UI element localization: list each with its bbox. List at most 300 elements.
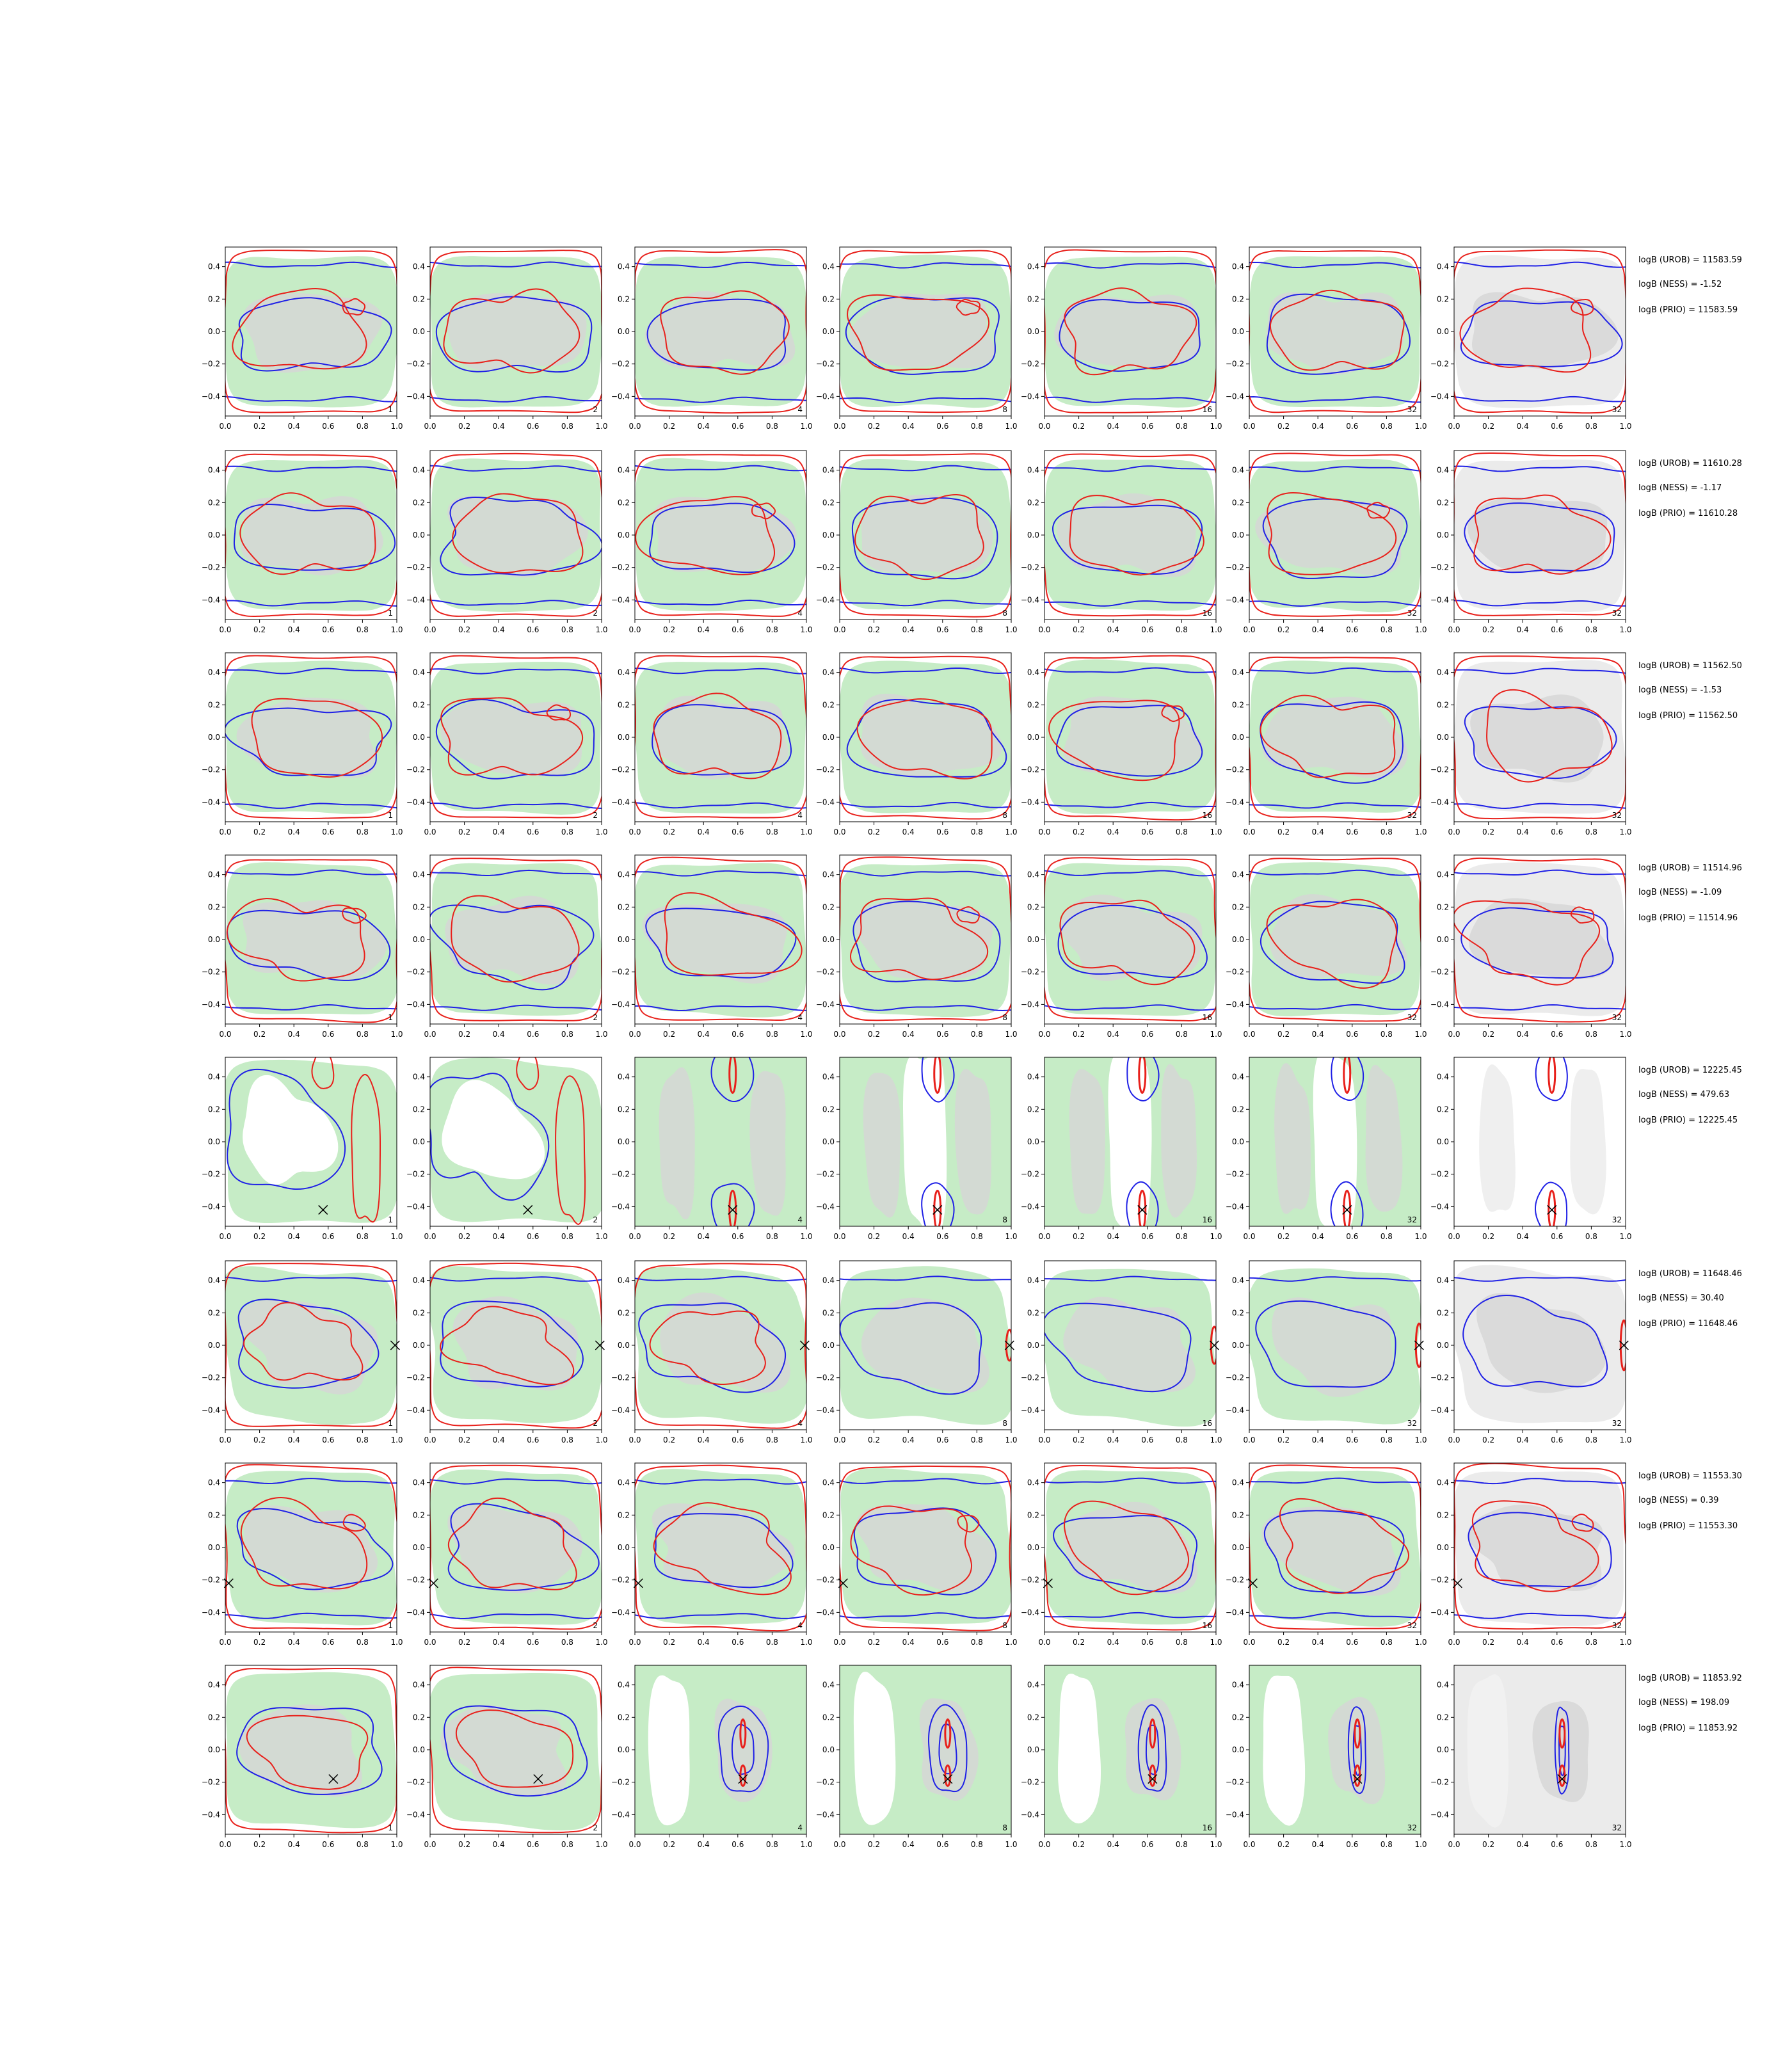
x-tick-label: 0.4 bbox=[697, 1638, 710, 1647]
y-tick-label: 0.2 bbox=[1231, 294, 1244, 304]
y-tick-label: 0.2 bbox=[822, 1308, 835, 1318]
fill-hole bbox=[1468, 1674, 1509, 1827]
x-tick-label: 0.2 bbox=[1482, 1030, 1495, 1039]
panel-label: 32 bbox=[1407, 609, 1417, 618]
y-tick-label: 0.0 bbox=[822, 935, 835, 944]
y-tick-label: −0.4 bbox=[1430, 1608, 1449, 1617]
panel-r4-c7 bbox=[1430, 855, 1632, 1039]
y-tick-label: −0.4 bbox=[815, 595, 835, 605]
x-tick-label: 0.6 bbox=[322, 625, 335, 634]
y-tick-label: −0.4 bbox=[406, 1608, 425, 1617]
y-tick-label: 0.4 bbox=[822, 870, 835, 879]
y-tick-label: 0.2 bbox=[822, 700, 835, 710]
y-tick-label: −0.2 bbox=[1225, 967, 1244, 977]
x-tick-label: 1.0 bbox=[1619, 1030, 1632, 1039]
y-tick-label: 0.4 bbox=[1231, 1478, 1244, 1487]
y-tick-label: 0.0 bbox=[1231, 1543, 1244, 1552]
x-tick-label: 0.0 bbox=[628, 1030, 641, 1039]
x-tick-label: 0.8 bbox=[970, 828, 983, 836]
panel-r5-c2 bbox=[406, 1052, 608, 1241]
x-tick-label: 0.8 bbox=[1175, 1030, 1188, 1039]
x-tick-label: 0.2 bbox=[1277, 1638, 1290, 1647]
x-tick-label: 0.8 bbox=[1585, 1840, 1597, 1849]
y-tick-label: 0.0 bbox=[1027, 1137, 1039, 1146]
panel-r5-c3 bbox=[611, 1048, 813, 1241]
y-tick-label: −0.4 bbox=[1020, 595, 1039, 605]
y-tick-label: −0.4 bbox=[1020, 1000, 1039, 1009]
x-tick-label: 0.6 bbox=[732, 1436, 744, 1444]
panel-label: 2 bbox=[593, 1621, 598, 1630]
x-tick-label: 0.6 bbox=[1551, 1232, 1564, 1241]
x-tick-label: 0.0 bbox=[424, 1232, 436, 1241]
x-tick-label: 1.0 bbox=[800, 1638, 813, 1647]
x-tick-label: 1.0 bbox=[1619, 828, 1632, 836]
x-tick-label: 0.2 bbox=[458, 422, 471, 431]
x-tick-label: 0.4 bbox=[1107, 1436, 1119, 1444]
x-tick-label: 0.6 bbox=[732, 1030, 744, 1039]
y-tick-label: 0.0 bbox=[412, 733, 425, 742]
x-tick-label: 0.6 bbox=[936, 422, 949, 431]
fill-hole bbox=[1263, 1676, 1305, 1825]
y-tick-label: 0.4 bbox=[822, 1072, 835, 1082]
y-tick-label: 0.2 bbox=[412, 294, 425, 304]
y-tick-label: 0.0 bbox=[207, 531, 220, 540]
x-tick-label: 0.6 bbox=[322, 422, 335, 431]
panel-r4-c5 bbox=[1021, 855, 1222, 1039]
x-tick-label: 1.0 bbox=[390, 1638, 403, 1647]
y-tick-label: 0.0 bbox=[1436, 1543, 1449, 1552]
y-tick-label: 0.4 bbox=[822, 465, 835, 475]
y-tick-label: 0.0 bbox=[1231, 1341, 1244, 1350]
y-tick-label: −0.4 bbox=[406, 1405, 425, 1415]
y-tick-label: 0.2 bbox=[822, 902, 835, 912]
x-tick-label: 0.8 bbox=[1380, 1030, 1393, 1039]
x-tick-label: 0.8 bbox=[765, 1436, 778, 1444]
y-tick-label: 0.0 bbox=[1436, 733, 1449, 742]
x-tick-label: 0.2 bbox=[253, 1030, 266, 1039]
y-tick-label: −0.2 bbox=[1225, 1373, 1244, 1382]
y-tick-label: 0.2 bbox=[207, 294, 220, 304]
x-tick-label: 0.4 bbox=[697, 625, 710, 634]
y-tick-label: −0.4 bbox=[1225, 1810, 1244, 1820]
x-tick-label: 0.2 bbox=[253, 1840, 266, 1849]
y-tick-label: −0.4 bbox=[1225, 595, 1244, 605]
x-tick-label: 1.0 bbox=[1414, 422, 1427, 431]
y-tick-label: −0.2 bbox=[815, 1373, 835, 1382]
x-tick-label: 1.0 bbox=[1619, 625, 1632, 634]
panel-label: 8 bbox=[1002, 1215, 1007, 1224]
y-tick-label: −0.2 bbox=[201, 1169, 220, 1179]
y-tick-label: 0.4 bbox=[1231, 870, 1244, 879]
y-tick-label: −0.4 bbox=[201, 1202, 220, 1212]
panel-label: 1 bbox=[388, 405, 393, 414]
x-tick-label: 1.0 bbox=[1005, 422, 1018, 431]
y-tick-label: −0.2 bbox=[1430, 1777, 1449, 1787]
panel-r1-c4 bbox=[816, 247, 1018, 431]
x-tick-label: 1.0 bbox=[1414, 1638, 1427, 1647]
y-tick-label: 0.0 bbox=[1027, 1543, 1039, 1552]
x-tick-label: 0.6 bbox=[1346, 1030, 1359, 1039]
panel-r7-c6 bbox=[1226, 1463, 1427, 1647]
y-tick-label: 0.0 bbox=[207, 733, 220, 742]
x-tick-label: 1.0 bbox=[800, 1436, 813, 1444]
y-tick-label: 0.0 bbox=[822, 327, 835, 336]
y-tick-label: 0.4 bbox=[1027, 1680, 1039, 1690]
x-tick-label: 1.0 bbox=[1619, 1840, 1632, 1849]
y-tick-label: 0.0 bbox=[822, 733, 835, 742]
x-tick-label: 0.8 bbox=[970, 1232, 983, 1241]
y-tick-label: 0.4 bbox=[1436, 465, 1449, 475]
y-tick-label: 0.2 bbox=[1231, 1308, 1244, 1318]
y-tick-label: 0.4 bbox=[1436, 870, 1449, 879]
y-tick-label: 0.2 bbox=[1027, 902, 1039, 912]
x-tick-label: 1.0 bbox=[800, 828, 813, 836]
x-tick-label: 0.8 bbox=[356, 1030, 369, 1039]
y-tick-label: 0.0 bbox=[617, 531, 630, 540]
y-tick-label: 0.2 bbox=[1027, 498, 1039, 508]
x-tick-label: 0.0 bbox=[1038, 1232, 1051, 1241]
panel-label: 1 bbox=[388, 811, 393, 820]
panel-label: 4 bbox=[797, 1013, 803, 1022]
x-tick-label: 0.8 bbox=[765, 1840, 778, 1849]
panel-label: 2 bbox=[593, 609, 598, 618]
x-tick-label: 0.4 bbox=[287, 422, 300, 431]
panel-label: 32 bbox=[1612, 1823, 1622, 1832]
y-tick-label: 0.2 bbox=[1436, 498, 1449, 508]
panel-label: 8 bbox=[1002, 405, 1007, 414]
panel-label: 16 bbox=[1202, 1013, 1212, 1022]
y-tick-label: 0.0 bbox=[412, 1341, 425, 1350]
x-tick-label: 0.0 bbox=[424, 422, 436, 431]
x-tick-label: 1.0 bbox=[1210, 828, 1222, 836]
y-tick-label: −0.2 bbox=[201, 1373, 220, 1382]
y-tick-label: 0.4 bbox=[617, 1276, 630, 1285]
panel-label: 16 bbox=[1202, 405, 1212, 414]
fill-hole bbox=[1058, 1674, 1101, 1823]
y-tick-label: 0.4 bbox=[617, 1478, 630, 1487]
x-tick-label: 0.4 bbox=[1311, 1232, 1324, 1241]
x-tick-label: 0.6 bbox=[527, 1638, 540, 1647]
x-tick-label: 0.6 bbox=[732, 1232, 744, 1241]
y-tick-label: 0.0 bbox=[1027, 1341, 1039, 1350]
x-tick-label: 0.4 bbox=[1311, 828, 1324, 836]
logb-ness-label: logB (NESS) = 198.09 bbox=[1638, 1698, 1730, 1708]
panel-label: 16 bbox=[1202, 1215, 1212, 1224]
x-tick-label: 0.8 bbox=[1175, 1840, 1188, 1849]
y-tick-label: 0.2 bbox=[412, 1510, 425, 1520]
y-tick-label: 0.2 bbox=[617, 902, 630, 912]
y-tick-label: 0.4 bbox=[1027, 668, 1039, 677]
x-tick-label: 0.4 bbox=[902, 1232, 915, 1241]
panel-r5-c5 bbox=[1021, 1046, 1222, 1241]
y-tick-label: 0.4 bbox=[822, 1478, 835, 1487]
panel-label: 32 bbox=[1612, 405, 1622, 414]
y-tick-label: 0.0 bbox=[1027, 327, 1039, 336]
x-tick-label: 0.2 bbox=[663, 1840, 676, 1849]
y-tick-label: −0.4 bbox=[611, 1608, 630, 1617]
panel-r5-c6 bbox=[1226, 1046, 1427, 1241]
y-tick-label: 0.4 bbox=[1027, 1478, 1039, 1487]
panel-r5-c7 bbox=[1430, 1046, 1632, 1241]
y-tick-label: −0.4 bbox=[1225, 797, 1244, 807]
y-tick-label: −0.4 bbox=[1430, 1405, 1449, 1415]
y-tick-label: 0.0 bbox=[1436, 1137, 1449, 1146]
x-tick-label: 0.2 bbox=[868, 828, 881, 836]
panel-label: 32 bbox=[1407, 811, 1417, 820]
x-tick-label: 0.8 bbox=[561, 1232, 573, 1241]
x-tick-label: 0.0 bbox=[628, 1638, 641, 1647]
y-tick-label: −0.2 bbox=[201, 967, 220, 977]
y-tick-label: −0.4 bbox=[1020, 1202, 1039, 1212]
x-tick-label: 0.4 bbox=[492, 1030, 505, 1039]
x-tick-label: 0.2 bbox=[663, 1030, 676, 1039]
panel-r2-c5 bbox=[1021, 451, 1222, 634]
x-tick-label: 0.8 bbox=[1585, 1232, 1597, 1241]
panel-label: 32 bbox=[1612, 609, 1622, 618]
y-tick-label: 0.2 bbox=[617, 1713, 630, 1722]
x-tick-label: 0.8 bbox=[561, 1030, 573, 1039]
x-tick-label: 0.6 bbox=[732, 828, 744, 836]
panel-label: 32 bbox=[1612, 1419, 1622, 1428]
x-tick-label: 0.8 bbox=[356, 1840, 369, 1849]
y-tick-label: 0.0 bbox=[1436, 1745, 1449, 1754]
y-tick-label: 0.0 bbox=[1231, 327, 1244, 336]
x-tick-label: 1.0 bbox=[595, 625, 608, 634]
panel-label: 2 bbox=[593, 811, 598, 820]
y-tick-label: −0.4 bbox=[1225, 1608, 1244, 1617]
x-tick-label: 0.8 bbox=[765, 828, 778, 836]
y-tick-label: 0.0 bbox=[617, 1745, 630, 1754]
logb-ness-label: logB (NESS) = 30.40 bbox=[1638, 1293, 1724, 1303]
y-tick-label: 0.4 bbox=[617, 870, 630, 879]
y-tick-label: −0.4 bbox=[1430, 595, 1449, 605]
x-tick-label: 1.0 bbox=[390, 1232, 403, 1241]
y-tick-label: 0.2 bbox=[1231, 1105, 1244, 1114]
y-tick-label: 0.4 bbox=[617, 262, 630, 271]
x-tick-label: 0.2 bbox=[663, 625, 676, 634]
y-tick-label: −0.2 bbox=[611, 359, 630, 369]
x-tick-label: 0.4 bbox=[492, 828, 505, 836]
y-tick-label: 0.4 bbox=[412, 1276, 425, 1285]
x-tick-label: 0.4 bbox=[902, 1030, 915, 1039]
logb-uro-label: logB (UROB) = 12225.45 bbox=[1638, 1066, 1742, 1075]
logb-ness-label: logB (NESS) = 479.63 bbox=[1638, 1090, 1730, 1100]
x-tick-label: 1.0 bbox=[390, 422, 403, 431]
x-tick-label: 1.0 bbox=[1210, 1840, 1222, 1849]
x-tick-label: 1.0 bbox=[1414, 1030, 1427, 1039]
x-tick-label: 0.2 bbox=[458, 828, 471, 836]
y-tick-label: 0.2 bbox=[617, 1510, 630, 1520]
x-tick-label: 0.4 bbox=[287, 625, 300, 634]
logb-prio-label: logB (PRIO) = 11648.46 bbox=[1638, 1319, 1738, 1329]
y-tick-label: −0.2 bbox=[406, 765, 425, 774]
x-tick-label: 0.4 bbox=[1516, 1232, 1529, 1241]
logb-uro-label: logB (UROB) = 11553.30 bbox=[1638, 1471, 1742, 1481]
y-tick-label: −0.4 bbox=[815, 392, 835, 401]
x-tick-label: 0.2 bbox=[868, 1030, 881, 1039]
panel-label: 8 bbox=[1002, 609, 1007, 618]
x-tick-label: 0.6 bbox=[936, 1638, 949, 1647]
x-tick-label: 0.4 bbox=[697, 422, 710, 431]
x-tick-label: 0.6 bbox=[1141, 625, 1154, 634]
x-tick-label: 0.0 bbox=[1448, 828, 1460, 836]
y-tick-label: 0.4 bbox=[1231, 1072, 1244, 1082]
x-tick-label: 1.0 bbox=[800, 625, 813, 634]
y-tick-label: −0.2 bbox=[1430, 1373, 1449, 1382]
panel-label: 2 bbox=[593, 1013, 598, 1022]
panel-r2-c3 bbox=[611, 451, 813, 634]
x-tick-label: 0.4 bbox=[902, 1436, 915, 1444]
panel-label: 8 bbox=[1002, 1419, 1007, 1428]
x-tick-label: 0.8 bbox=[970, 1030, 983, 1039]
x-tick-label: 0.4 bbox=[1107, 1232, 1119, 1241]
y-tick-label: 0.2 bbox=[1436, 1510, 1449, 1520]
x-tick-label: 1.0 bbox=[1210, 422, 1222, 431]
x-tick-label: 0.8 bbox=[970, 1436, 983, 1444]
y-tick-label: −0.2 bbox=[815, 967, 835, 977]
panel-r7-c4 bbox=[816, 1463, 1018, 1647]
panel-r2-c1 bbox=[202, 451, 403, 634]
y-tick-label: −0.2 bbox=[815, 1777, 835, 1787]
x-tick-label: 0.6 bbox=[1551, 1030, 1564, 1039]
y-tick-label: −0.4 bbox=[1020, 392, 1039, 401]
logb-prio-label: logB (PRIO) = 12225.45 bbox=[1638, 1116, 1738, 1125]
x-tick-label: 0.4 bbox=[1311, 1840, 1324, 1849]
y-tick-label: −0.2 bbox=[1225, 765, 1244, 774]
x-tick-label: 0.6 bbox=[1346, 1638, 1359, 1647]
logb-uro-label: logB (UROB) = 11514.96 bbox=[1638, 863, 1742, 873]
panel-label: 16 bbox=[1202, 1823, 1212, 1832]
x-tick-label: 0.0 bbox=[219, 828, 232, 836]
panel-label: 1 bbox=[388, 1823, 393, 1832]
x-tick-label: 0.4 bbox=[1311, 1436, 1324, 1444]
panel-r7-c2 bbox=[406, 1463, 608, 1647]
x-tick-label: 0.6 bbox=[1346, 1436, 1359, 1444]
y-tick-label: 0.4 bbox=[1027, 1072, 1039, 1082]
x-tick-label: 0.4 bbox=[697, 828, 710, 836]
x-tick-label: 0.8 bbox=[356, 1232, 369, 1241]
x-tick-label: 0.2 bbox=[458, 1232, 471, 1241]
x-tick-label: 0.6 bbox=[1141, 1030, 1154, 1039]
panel-label: 1 bbox=[388, 1621, 393, 1630]
panel-r1-c7 bbox=[1430, 247, 1632, 431]
x-tick-label: 0.6 bbox=[732, 422, 744, 431]
y-tick-label: 0.2 bbox=[822, 1105, 835, 1114]
y-tick-label: 0.4 bbox=[1027, 1276, 1039, 1285]
x-tick-label: 0.6 bbox=[1141, 828, 1154, 836]
fill-hole bbox=[648, 1676, 690, 1826]
x-tick-label: 1.0 bbox=[595, 828, 608, 836]
x-tick-label: 0.0 bbox=[833, 422, 846, 431]
y-tick-label: 0.2 bbox=[1436, 700, 1449, 710]
panel-label: 32 bbox=[1612, 811, 1622, 820]
panel-r4-c4 bbox=[816, 855, 1018, 1039]
x-tick-label: 0.0 bbox=[628, 1232, 641, 1241]
y-tick-label: −0.4 bbox=[815, 1608, 835, 1617]
x-tick-label: 0.4 bbox=[492, 1840, 505, 1849]
y-tick-label: 0.2 bbox=[1027, 294, 1039, 304]
panel-r4-c2 bbox=[406, 855, 608, 1039]
x-tick-label: 1.0 bbox=[1210, 625, 1222, 634]
x-tick-label: 0.4 bbox=[1311, 422, 1324, 431]
x-tick-label: 0.2 bbox=[253, 1232, 266, 1241]
y-tick-label: 0.2 bbox=[1436, 1713, 1449, 1722]
x-tick-label: 0.2 bbox=[1073, 828, 1085, 836]
x-tick-label: 0.6 bbox=[936, 1436, 949, 1444]
y-tick-label: 0.4 bbox=[822, 1680, 835, 1690]
y-tick-label: 0.0 bbox=[1231, 935, 1244, 944]
x-tick-label: 0.8 bbox=[1380, 828, 1393, 836]
x-tick-label: 0.0 bbox=[424, 1030, 436, 1039]
y-tick-label: 0.0 bbox=[617, 935, 630, 944]
y-tick-label: 0.0 bbox=[1027, 733, 1039, 742]
x-tick-label: 1.0 bbox=[595, 1840, 608, 1849]
x-tick-label: 1.0 bbox=[390, 1840, 403, 1849]
x-tick-label: 0.2 bbox=[663, 828, 676, 836]
x-tick-label: 0.8 bbox=[765, 625, 778, 634]
x-tick-label: 0.2 bbox=[868, 1638, 881, 1647]
x-tick-label: 0.2 bbox=[253, 625, 266, 634]
y-tick-label: −0.4 bbox=[611, 392, 630, 401]
x-tick-label: 1.0 bbox=[1005, 625, 1018, 634]
x-tick-label: 1.0 bbox=[1619, 1232, 1632, 1241]
x-tick-label: 1.0 bbox=[1005, 1436, 1018, 1444]
x-tick-label: 0.8 bbox=[765, 422, 778, 431]
y-tick-label: −0.2 bbox=[815, 563, 835, 572]
x-tick-label: 1.0 bbox=[595, 1638, 608, 1647]
y-tick-label: −0.4 bbox=[611, 1000, 630, 1009]
y-tick-label: 0.4 bbox=[1436, 1478, 1449, 1487]
x-tick-label: 0.2 bbox=[663, 1638, 676, 1647]
y-tick-label: −0.4 bbox=[1430, 1202, 1449, 1212]
x-tick-label: 0.6 bbox=[936, 1030, 949, 1039]
x-tick-label: 0.0 bbox=[1038, 1840, 1051, 1849]
panel-r8-c2 bbox=[406, 1665, 608, 1849]
y-tick-label: −0.2 bbox=[611, 1575, 630, 1585]
y-tick-label: 0.4 bbox=[207, 262, 220, 271]
y-tick-label: −0.4 bbox=[815, 1810, 835, 1820]
fill-core bbox=[1161, 1064, 1197, 1218]
x-tick-label: 0.6 bbox=[936, 1232, 949, 1241]
y-tick-label: 0.0 bbox=[1027, 531, 1039, 540]
x-tick-label: 0.0 bbox=[219, 1840, 232, 1849]
x-tick-label: 0.4 bbox=[1311, 1638, 1324, 1647]
y-tick-label: 0.2 bbox=[617, 294, 630, 304]
y-tick-label: 0.0 bbox=[822, 1341, 835, 1350]
y-tick-label: −0.4 bbox=[1225, 1000, 1244, 1009]
x-tick-label: 0.4 bbox=[1107, 1030, 1119, 1039]
logb-uro-label: logB (UROB) = 11583.59 bbox=[1638, 255, 1742, 265]
y-tick-label: −0.2 bbox=[1020, 967, 1039, 977]
y-tick-label: 0.4 bbox=[1231, 1276, 1244, 1285]
y-tick-label: −0.2 bbox=[1430, 967, 1449, 977]
x-tick-label: 0.6 bbox=[936, 1840, 949, 1849]
x-tick-label: 0.6 bbox=[527, 422, 540, 431]
y-tick-label: 0.0 bbox=[617, 1137, 630, 1146]
y-tick-label: 0.4 bbox=[207, 1072, 220, 1082]
x-tick-label: 0.2 bbox=[1073, 1030, 1085, 1039]
x-tick-label: 0.8 bbox=[970, 1638, 983, 1647]
y-tick-label: 0.4 bbox=[207, 1478, 220, 1487]
x-tick-label: 0.4 bbox=[902, 625, 915, 634]
x-tick-label: 0.2 bbox=[1073, 1638, 1085, 1647]
y-tick-label: 0.2 bbox=[1027, 1510, 1039, 1520]
fill-core bbox=[1069, 1069, 1105, 1214]
x-tick-label: 1.0 bbox=[1005, 1030, 1018, 1039]
x-tick-label: 0.2 bbox=[253, 1436, 266, 1444]
x-tick-label: 0.8 bbox=[356, 625, 369, 634]
x-tick-label: 0.6 bbox=[1141, 1436, 1154, 1444]
